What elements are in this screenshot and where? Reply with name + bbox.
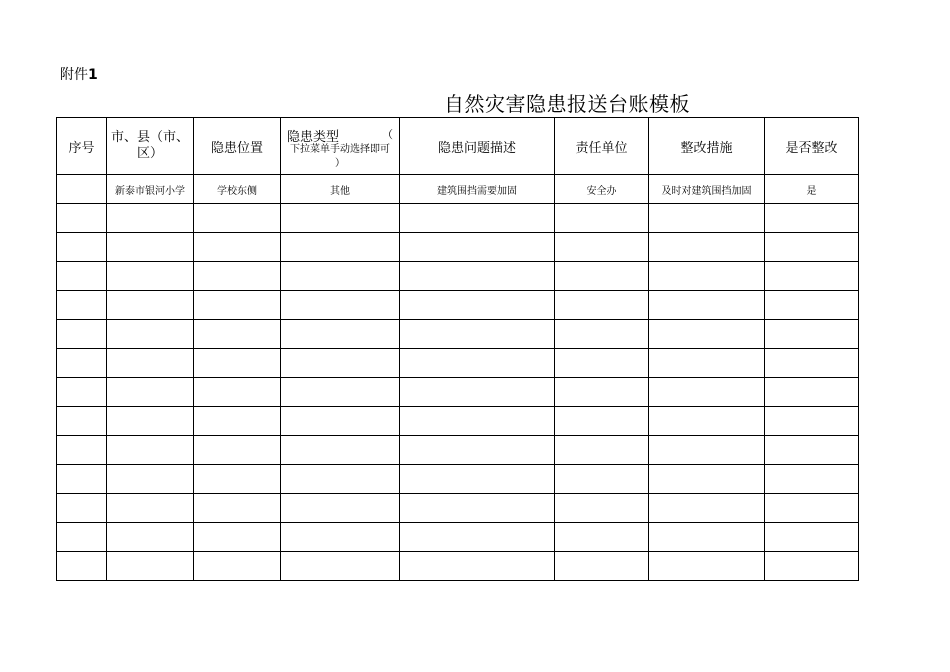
cell-description[interactable]: [400, 552, 555, 581]
cell-description[interactable]: [400, 407, 555, 436]
cell-description[interactable]: [400, 436, 555, 465]
cell-done[interactable]: [765, 291, 859, 320]
cell-done[interactable]: [765, 523, 859, 552]
header-city: [107, 118, 194, 175]
table-row-empty: [57, 494, 859, 523]
cell-unit[interactable]: [555, 552, 649, 581]
header-city-line1: 市、县（市、: [110, 130, 189, 145]
cell-location[interactable]: 学校东侧: [194, 175, 281, 204]
cell-measures[interactable]: [649, 233, 765, 262]
cell-measures[interactable]: [649, 378, 765, 407]
cell-location[interactable]: [194, 320, 281, 349]
cell-measures[interactable]: [649, 494, 765, 523]
cell-unit[interactable]: [555, 523, 649, 552]
cell-description[interactable]: [400, 233, 555, 262]
cell-seq[interactable]: [57, 552, 107, 581]
page-title: 自然灾害隐患报送台账模板: [444, 92, 690, 116]
cell-type[interactable]: [281, 552, 400, 581]
cell-type[interactable]: [281, 204, 400, 233]
cell-measures[interactable]: [649, 262, 765, 291]
table-row-empty: [57, 407, 859, 436]
cell-measures[interactable]: [649, 465, 765, 494]
header-seq: 序号: [57, 118, 107, 175]
cell-location[interactable]: [194, 552, 281, 581]
cell-unit[interactable]: [555, 436, 649, 465]
cell-done[interactable]: [765, 262, 859, 291]
cell-type[interactable]: [281, 291, 400, 320]
cell-city[interactable]: [107, 523, 194, 552]
cell-done[interactable]: [765, 320, 859, 349]
cell-seq[interactable]: [57, 407, 107, 436]
header-location: 隐患位置: [194, 118, 281, 175]
cell-description[interactable]: 建筑围挡需要加固: [400, 175, 555, 204]
cell-seq[interactable]: [57, 320, 107, 349]
cell-description[interactable]: [400, 523, 555, 552]
cell-city[interactable]: [107, 552, 194, 581]
cell-done[interactable]: [765, 552, 859, 581]
cell-seq[interactable]: [57, 378, 107, 407]
cell-seq[interactable]: [57, 349, 107, 378]
header-type: [281, 118, 400, 175]
cell-measures[interactable]: 及时对建筑围挡加固: [649, 175, 765, 204]
cell-measures[interactable]: [649, 436, 765, 465]
header-type-close: ）: [335, 158, 345, 169]
table-row-empty: [57, 320, 859, 349]
table-row-empty: [57, 465, 859, 494]
cell-measures[interactable]: [649, 349, 765, 378]
cell-city[interactable]: [107, 320, 194, 349]
cell-unit[interactable]: [555, 262, 649, 291]
cell-type[interactable]: [281, 262, 400, 291]
table-row-empty: [57, 233, 859, 262]
cell-unit[interactable]: [555, 291, 649, 320]
header-type-open: （: [382, 128, 393, 141]
cell-unit[interactable]: [555, 407, 649, 436]
cell-done[interactable]: [765, 407, 859, 436]
table-row-empty: [57, 204, 859, 233]
cell-city[interactable]: [107, 262, 194, 291]
cell-city[interactable]: [107, 204, 194, 233]
cell-description[interactable]: [400, 494, 555, 523]
cell-location[interactable]: [194, 349, 281, 378]
header-city-line2: 区）: [136, 146, 163, 161]
hazard-ledger-table: [56, 117, 859, 581]
cell-type[interactable]: [281, 320, 400, 349]
cell-done[interactable]: [765, 233, 859, 262]
cell-seq[interactable]: [57, 436, 107, 465]
cell-seq[interactable]: [57, 523, 107, 552]
header-done: 是否整改: [765, 118, 859, 175]
cell-unit[interactable]: [555, 349, 649, 378]
header-description: 隐患问题描述: [400, 118, 555, 175]
cell-type[interactable]: [281, 407, 400, 436]
header-unit: 责任单位: [555, 118, 649, 175]
cell-location[interactable]: [194, 204, 281, 233]
cell-done[interactable]: [765, 349, 859, 378]
cell-seq[interactable]: [57, 291, 107, 320]
cell-city[interactable]: [107, 494, 194, 523]
cell-type[interactable]: [281, 378, 400, 407]
cell-city[interactable]: [107, 233, 194, 262]
cell-seq[interactable]: [57, 262, 107, 291]
table-row-empty: [57, 262, 859, 291]
cell-measures[interactable]: [649, 320, 765, 349]
cell-seq[interactable]: [57, 175, 107, 204]
cell-measures[interactable]: [649, 204, 765, 233]
cell-seq[interactable]: [57, 494, 107, 523]
cell-city[interactable]: [107, 407, 194, 436]
cell-seq[interactable]: [57, 204, 107, 233]
table-row: [57, 175, 859, 204]
cell-location[interactable]: [194, 291, 281, 320]
header-type-hint: 下拉菜单手动选择即可: [290, 144, 390, 155]
cell-city[interactable]: [107, 436, 194, 465]
cell-done[interactable]: [765, 494, 859, 523]
cell-location[interactable]: [194, 262, 281, 291]
cell-location[interactable]: [194, 523, 281, 552]
cell-description[interactable]: [400, 320, 555, 349]
attachment-label: 附件1: [60, 67, 98, 83]
cell-type[interactable]: [281, 233, 400, 262]
cell-measures[interactable]: [649, 407, 765, 436]
cell-done[interactable]: [765, 436, 859, 465]
cell-unit[interactable]: [555, 465, 649, 494]
cell-description[interactable]: [400, 291, 555, 320]
cell-city[interactable]: [107, 349, 194, 378]
cell-done[interactable]: 是: [765, 175, 859, 204]
cell-type[interactable]: [281, 494, 400, 523]
cell-description[interactable]: [400, 465, 555, 494]
cell-location[interactable]: [194, 436, 281, 465]
cell-done[interactable]: [765, 204, 859, 233]
cell-location[interactable]: [194, 407, 281, 436]
cell-done[interactable]: [765, 465, 859, 494]
table-row-empty: [57, 349, 859, 378]
table-row-empty: [57, 552, 859, 581]
cell-unit[interactable]: [555, 494, 649, 523]
cell-seq[interactable]: [57, 465, 107, 494]
header-type-label: 隐患类型: [287, 130, 340, 145]
cell-city[interactable]: 新泰市银河小学: [107, 175, 194, 204]
header-measures: 整改措施: [649, 118, 765, 175]
cell-unit[interactable]: [555, 378, 649, 407]
table-row-empty: [57, 523, 859, 552]
cell-city[interactable]: [107, 465, 194, 494]
cell-unit[interactable]: [555, 204, 649, 233]
cell-done[interactable]: [765, 378, 859, 407]
table-row-empty: [57, 291, 859, 320]
cell-type[interactable]: 其他: [281, 175, 400, 204]
cell-type[interactable]: [281, 436, 400, 465]
cell-description[interactable]: [400, 349, 555, 378]
cell-city[interactable]: [107, 291, 194, 320]
cell-unit[interactable]: [555, 233, 649, 262]
cell-unit[interactable]: 安全办: [555, 175, 649, 204]
cell-city[interactable]: [107, 378, 194, 407]
cell-description[interactable]: [400, 204, 555, 233]
cell-measures[interactable]: [649, 291, 765, 320]
cell-description[interactable]: [400, 262, 555, 291]
cell-location[interactable]: [194, 233, 281, 262]
cell-measures[interactable]: [649, 523, 765, 552]
table-row-empty: [57, 378, 859, 407]
cell-location[interactable]: [194, 378, 281, 407]
cell-type[interactable]: [281, 465, 400, 494]
cell-location[interactable]: [194, 494, 281, 523]
cell-seq[interactable]: [57, 233, 107, 262]
cell-unit[interactable]: [555, 320, 649, 349]
cell-type[interactable]: [281, 349, 400, 378]
cell-location[interactable]: [194, 465, 281, 494]
cell-measures[interactable]: [649, 552, 765, 581]
table-row-empty: [57, 436, 859, 465]
cell-description[interactable]: [400, 378, 555, 407]
cell-type[interactable]: [281, 523, 400, 552]
header-row: [57, 118, 859, 175]
